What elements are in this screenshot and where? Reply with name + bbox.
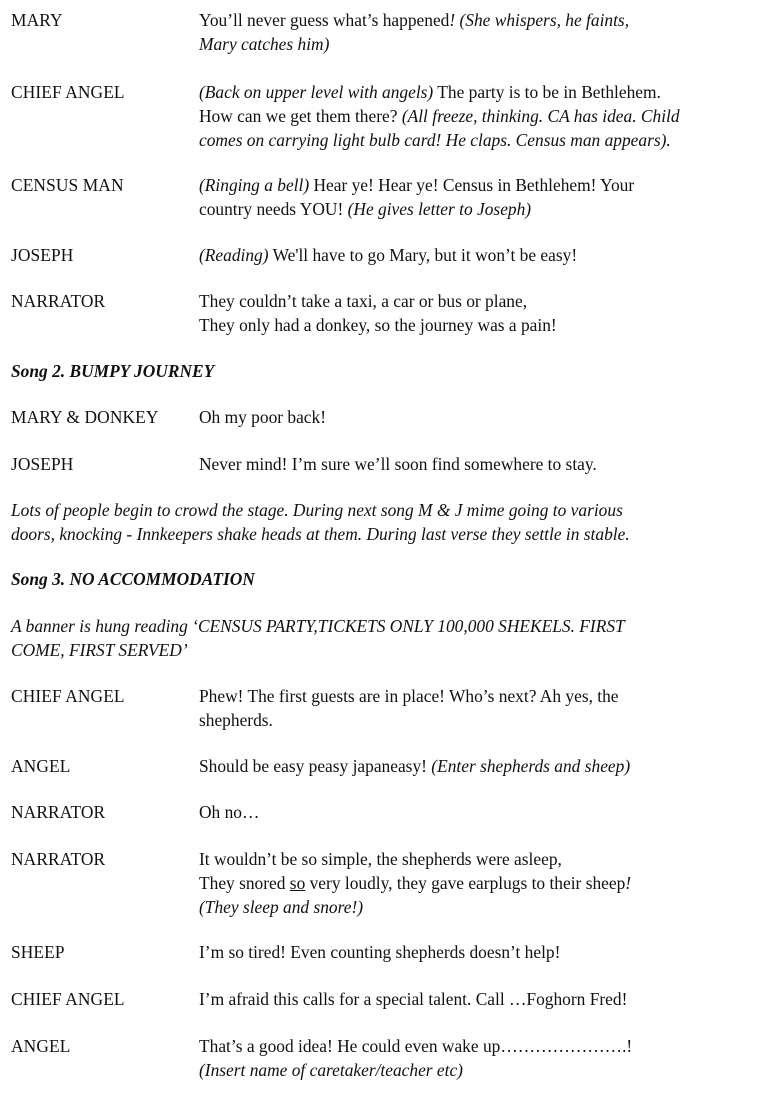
speaker-name: MARY bbox=[11, 10, 63, 30]
speaker-name: NARRATOR bbox=[11, 849, 106, 869]
speech-line: They couldn’t take a taxi, a car or bus or plane, bbox=[199, 291, 528, 311]
stage-direction: A banner is hung reading ‘CENSUS PARTY,TICKETS ONLY 100,000 SHEKELS. FIRST bbox=[11, 616, 625, 636]
speech-line: The party is to be in Bethlehem. bbox=[433, 82, 661, 102]
speech-text bbox=[199, 800, 759, 824]
speaker-name: SHEEP bbox=[11, 942, 65, 962]
stage-direction: Mary catches him) bbox=[199, 34, 330, 54]
emphasis-word: so bbox=[289, 873, 306, 893]
speech-text bbox=[199, 940, 759, 964]
song-heading: Song 3. NO ACCOMMODATION bbox=[11, 569, 255, 589]
stage-direction: (They sleep and snore!) bbox=[199, 897, 364, 917]
speech-line: country needs YOU! bbox=[199, 199, 348, 219]
stage-direction: (Back on upper level with angels) bbox=[199, 82, 434, 102]
speech-line: ! bbox=[625, 873, 632, 893]
stage-direction: (All freeze, thinking. CA has idea. Child bbox=[401, 106, 680, 126]
stage-direction: (He gives letter to Joseph) bbox=[347, 199, 532, 219]
speech-line: They only had a donkey, so the journey was a pain! bbox=[199, 315, 557, 335]
stage-direction-block bbox=[11, 498, 753, 546]
speech-line: How can we get them there? bbox=[199, 106, 402, 126]
stage-direction: COME, FIRST SERVED’ bbox=[11, 640, 188, 660]
speech-line: Oh no… bbox=[199, 802, 260, 822]
speaker-name: JOSEPH bbox=[11, 454, 74, 474]
speech-line: You’ll never guess what’s happened bbox=[199, 10, 450, 30]
speech-text bbox=[199, 80, 759, 152]
stage-direction: (Insert name of caretaker/teacher etc) bbox=[199, 1060, 463, 1080]
speaker-name: CHIEF ANGEL bbox=[11, 989, 125, 1009]
speech-text bbox=[199, 405, 759, 429]
speech-line: Never mind! I’m sure we’ll soon find somewhere to stay. bbox=[199, 454, 597, 474]
stage-direction: ! (She whispers, he faints, bbox=[449, 10, 630, 30]
speech-text bbox=[199, 754, 759, 778]
speaker-name: NARRATOR bbox=[11, 291, 106, 311]
stage-direction: (Ringing a bell) bbox=[199, 175, 310, 195]
speech-text bbox=[199, 243, 759, 267]
stage-direction-block bbox=[11, 614, 753, 662]
speech-text bbox=[199, 452, 759, 476]
speech-line: very loudly, they gave earplugs to their sheep bbox=[305, 873, 626, 893]
speaker-name: NARRATOR bbox=[11, 802, 106, 822]
speaker-name: CHIEF ANGEL bbox=[11, 686, 125, 706]
speech-line: We'll have to go Mary, but it won’t be easy! bbox=[268, 245, 578, 265]
song-heading: Song 2. BUMPY JOURNEY bbox=[11, 361, 215, 381]
speaker-name: ANGEL bbox=[11, 756, 71, 776]
speaker-name: CENSUS MAN bbox=[11, 175, 124, 195]
stage-direction: comes on carrying light bulb card! He claps. Census man appears). bbox=[199, 130, 671, 150]
speech-line: Oh my poor back! bbox=[199, 407, 327, 427]
speech-line: Phew! The first guests are in place! Who’s next? Ah yes, the bbox=[199, 686, 619, 706]
speaker-name: JOSEPH bbox=[11, 245, 74, 265]
speaker-name: CHIEF ANGEL bbox=[11, 82, 125, 102]
speech-line: Hear ye! Hear ye! Census in Bethlehem! Your bbox=[309, 175, 635, 195]
stage-direction: Lots of people begin to crowd the stage. During next song M & J mime going to various bbox=[11, 500, 623, 520]
speech-line: They snored bbox=[199, 873, 290, 893]
stage-direction: (Enter shepherds and sheep) bbox=[431, 756, 631, 776]
speech-line: That’s a good idea! He could even wake up………………….! bbox=[199, 1036, 633, 1056]
speech-text bbox=[199, 8, 759, 56]
speaker-name: MARY & DONKEY bbox=[11, 407, 159, 427]
speech-text bbox=[199, 289, 759, 337]
stage-direction: doors, knocking - Innkeepers shake heads at them. During last verse they settle in stable. bbox=[11, 524, 630, 544]
speech-text bbox=[199, 684, 759, 732]
speech-text bbox=[199, 1034, 759, 1082]
speech-line: I’m so tired! Even counting shepherds doesn’t help! bbox=[199, 942, 561, 962]
speech-line: It wouldn’t be so simple, the shepherds were asleep, bbox=[199, 849, 562, 869]
speech-text bbox=[199, 987, 759, 1011]
speech-text bbox=[199, 847, 759, 919]
speech-line: shepherds. bbox=[199, 710, 273, 730]
speaker-name: ANGEL bbox=[11, 1036, 71, 1056]
speech-line: Should be easy peasy japaneasy! bbox=[199, 756, 432, 776]
stage-direction: (Reading) bbox=[199, 245, 269, 265]
speech-line: I’m afraid this calls for a special talent. Call …Foghorn Fred! bbox=[199, 989, 628, 1009]
speech-text bbox=[199, 173, 759, 221]
